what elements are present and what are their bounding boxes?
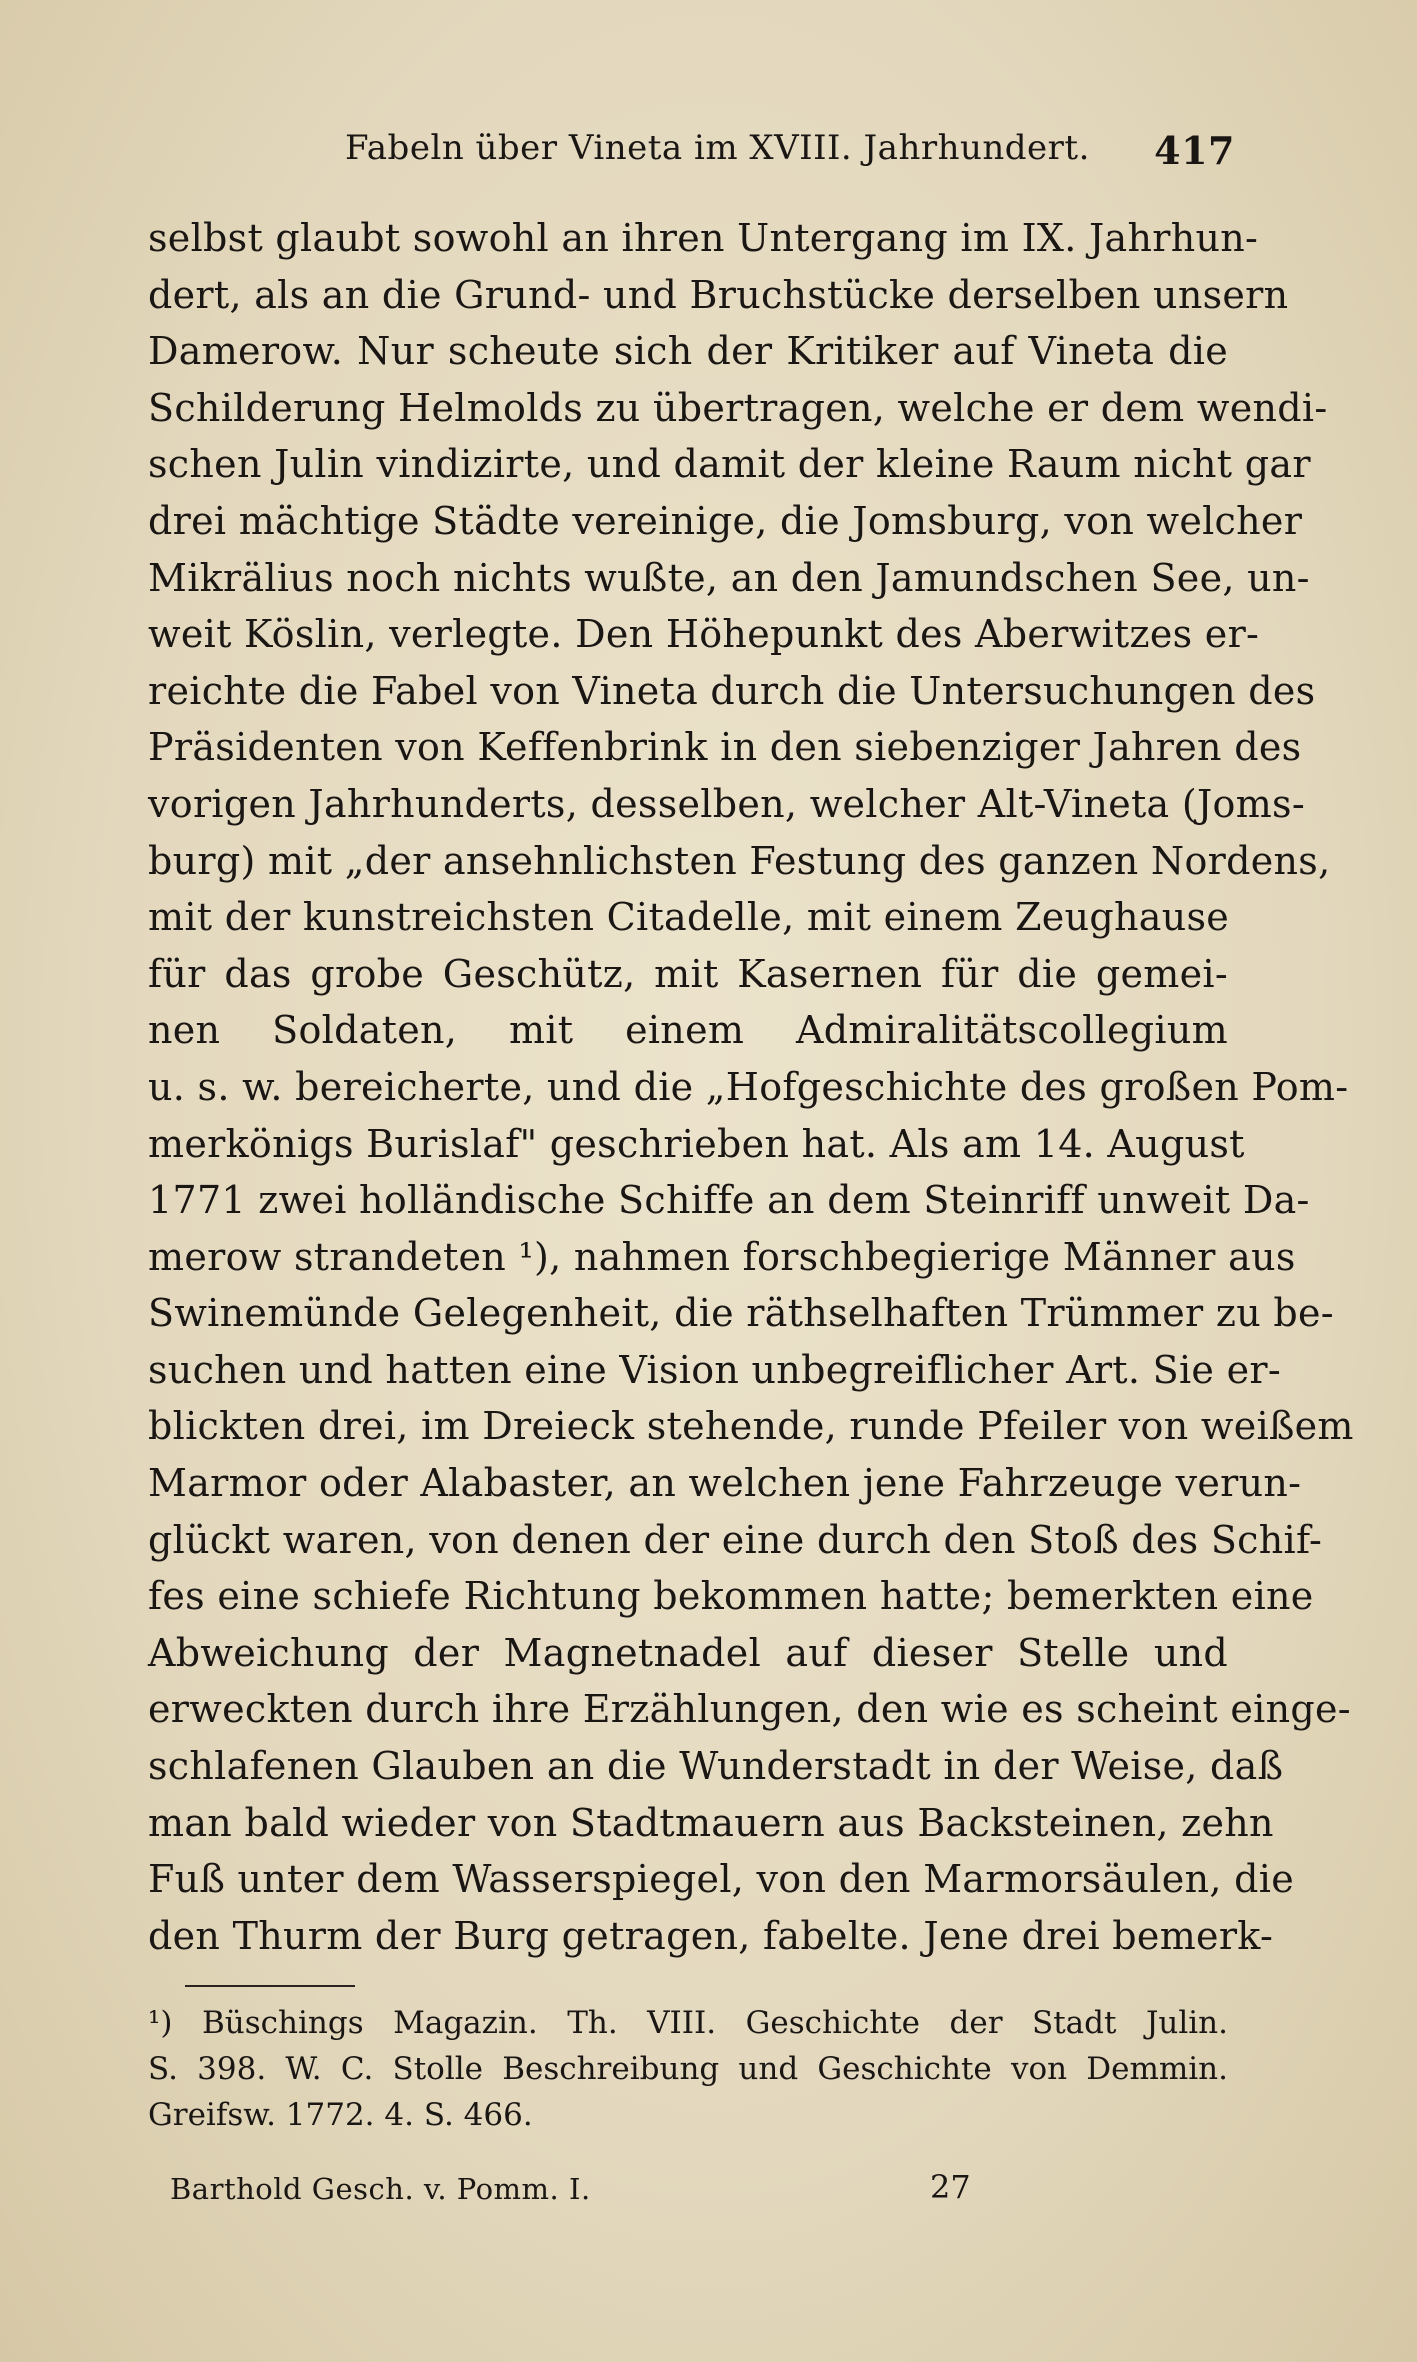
text-line: den Thurm der Burg getragen, fabelte. Jene drei bemerk- [148,1913,1274,1958]
text-line: selbst glaubt sowohl an ihren Untergang im IX. Jahrhun- [148,216,1259,260]
text-line: fes eine schiefe Richtung bekommen hatte; bemerkten eine [148,1574,1314,1619]
text-line: Marmor oder Alabaster, an welchen jene Fahrzeuge verun- [148,1461,1302,1506]
running-head [345,128,1235,178]
text-line: Fuß unter dem Wasserspiegel, von den Marmorsäulen, die [148,1857,1294,1902]
text-line: Schilderung Helmolds zu übertragen, welche er dem wendi- [148,385,1328,430]
text-line: für das grobe Geschütz, mit Kasernen für die gemei- [148,951,1228,996]
text-line: dert, als an die Grund- und Bruchstücke derselben unsern [148,272,1289,317]
text-line: Abweichung der Magnetnadel auf dieser Stelle und [148,1630,1228,1675]
text-line: man bald wieder von Stadtmauern aus Backsteinen, zehn [148,1800,1274,1845]
text-line: schen Julin vindizirte, und damit der kleine Raum nicht gar [148,442,1311,487]
text-line: blickten drei, im Dreieck stehende, runde Pfeiler von weißem [148,1404,1354,1449]
text-line: merow strandeten ¹), nahmen forschbegierige Männer aus [148,1234,1296,1279]
sheet-number: 27 [930,2168,971,2206]
text-line: Mikrälius noch nichts wußte, an den Jamundschen See, un- [148,555,1310,600]
text-line: vorigen Jahrhunderts, desselben, welcher Alt-Vineta (Joms- [148,781,1305,826]
body-text [148,210,1354,1964]
printer-signature: Barthold Gesch. v. Pomm. I. [170,2172,591,2206]
footnote-line: S. 398. W. C. Stolle Beschreibung und Geschichte von Demmin. [148,2051,1228,2087]
text-line: schlafenen Glauben an die Wunderstadt in der Weise, daß [148,1744,1284,1789]
text-line: drei mächtige Städte vereinige, die Jomsburg, von welcher [148,498,1303,543]
text-line: burg) mit „der ansehnlichsten Festung des ganzen Nordens, [148,838,1331,883]
footnote-divider [185,1985,355,1987]
text-line: suchen und hatten eine Vision unbegreiflicher Art. Sie er- [148,1347,1281,1392]
text-line: weit Köslin, verlegte. Den Höhepunkt des Aberwitzes er- [148,612,1260,657]
text-line: u. s. w. bereicherte, und die „Hofgeschichte des großen Pom- [148,1064,1349,1109]
text-line: Swinemünde Gelegenheit, die räthselhaften Trümmer zu be- [148,1291,1334,1336]
text-line: merkönigs Burislaf" geschrieben hat. Als am 14. August [148,1121,1245,1166]
text-line: reichte die Fabel von Vineta durch die Untersuchungen des [148,668,1316,713]
text-line: mit der kunstreichsten Citadelle, mit einem Zeughause [148,895,1230,940]
text-line: nen Soldaten, mit einem Admiralitätscollegium [148,1008,1228,1053]
footnote-line: ¹) Büschings Magazin. Th. VIII. Geschichte der Stadt Julin. [148,2005,1228,2041]
text-line: Damerow. Nur scheute sich der Kritiker auf Vineta die [148,329,1228,374]
text-line: 1771 zwei holländische Schiffe an dem Steinriff unweit Da- [148,1178,1310,1223]
running-head-title: Fabeln über Vineta im XVIII. Jahrhundert. [345,128,1090,168]
footnote-line: Greifsw. 1772. 4. S. 466. [148,2097,533,2133]
text-line: glückt waren, von denen der eine durch den Stoß des Schif- [148,1517,1323,1562]
footnotes [148,2000,1228,2138]
text-line: erweckten durch ihre Erzählungen, den wie es scheint einge- [148,1687,1351,1732]
text-line: Präsidenten von Keffenbrink in den siebenziger Jahren des [148,725,1302,770]
page-number: 417 [1154,128,1235,173]
